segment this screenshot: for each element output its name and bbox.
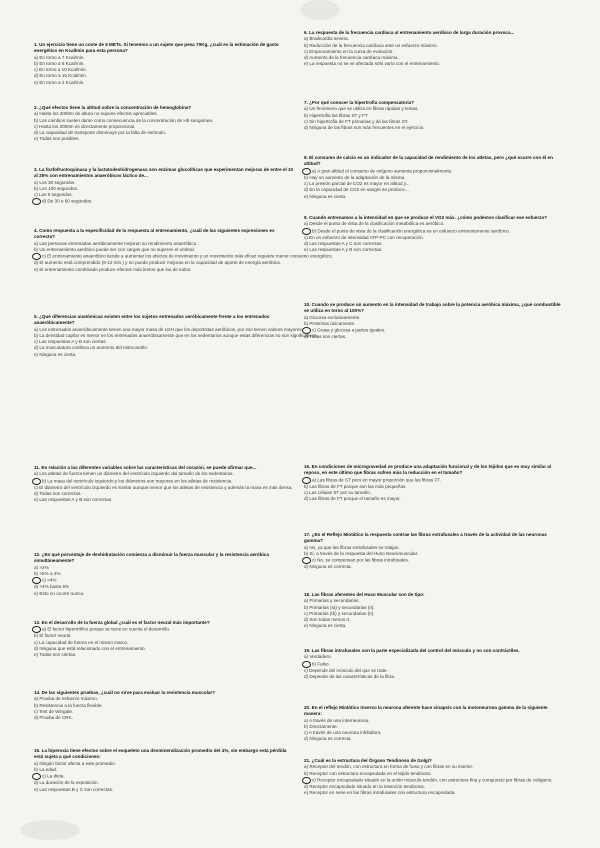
answer-option[interactable]: d) Ninguna es correcta.: [304, 736, 352, 742]
question-title: 11. En relación a las diferentes variables sobre las características del corazón, se puede afirmar que...: [34, 465, 257, 470]
answer-option[interactable]: a) Desde el punto de vista de la clasificación metabólica es aeróbico.: [304, 221, 445, 227]
answer-option[interactable]: c) En torno a 10 Kcal/min.: [34, 67, 87, 73]
answer-option[interactable]: c) Primarias (Ib) y secundarias (II).: [304, 610, 375, 616]
answer-option[interactable]: d) Prueba de CRK.: [34, 715, 73, 721]
question-title: 5. ¿Qué diferencias anatómicas existen entre los sujetos entrenados aeróbicamente frente a los entrenados anaeróbicamente?: [34, 314, 270, 326]
answer-option[interactable]: e) La respuesta no se ve afectada sólo varía con el entrenamiento.: [304, 61, 441, 67]
answer-option[interactable]: b) La edad.: [34, 766, 58, 772]
answer-option[interactable]: d) Aumento de la frecuencia cardíaca máxima.: [304, 55, 399, 61]
answer-option[interactable]: c) Sin hipertrofia de FT primarias y de las fibras ST.: [304, 118, 409, 124]
answer-option[interactable]: b) En torno a 6 Kcal/min.: [34, 60, 85, 66]
question-title: 1. Un ejercicio tiene un coste de 5 METs. Si tenemos a un sujeto que pesa 70Kg, ¿cuál es la estimación de gasto energético en Kcal/min para esta persona?: [34, 42, 279, 54]
question-12: [34, 552, 296, 597]
question-title: 6. La respuesta de la frecuencia cardíaca al entrenamiento aeróbico de larga duración provoca...: [304, 30, 515, 35]
answer-option[interactable]: d) Son todas menos II.: [304, 617, 351, 623]
answer-option[interactable]: c) El diámetro del ventrículo izquierdo es similar aunque menor que los atletas de resistencia y además la masa es más densa.: [34, 484, 293, 490]
answer-option[interactable]: b) Reducción de la frecuencia cardíaca ante un esfuerzo máximo.: [304, 42, 438, 48]
answer-option[interactable]: a) Glucosa exclusivamente.: [304, 314, 361, 320]
question-title: 19. Las fibras intrafusales son la parte especializada del control del músculo y no son contráctiles.: [304, 648, 520, 653]
answer-option[interactable]: c) La presión parcial de CO2 es mayor en altitud y...: [304, 180, 410, 186]
question-1: [34, 42, 296, 86]
answer-option[interactable]: d) En torno a 15 Kcal/min.: [34, 73, 88, 79]
answer-option[interactable]: b) Los cambios suelen darse como consecuencia de la concentración de Hb sanguínea.: [34, 117, 214, 123]
question-title: 9. Cuando entrenamos a la intensidad en que se produce el VO2 máx. ¿cómo podemos clasificar ese esfuerzo?: [304, 215, 548, 220]
question-title: 18. Las fibras aferentes del Huso Muscular son de tipo:: [304, 592, 425, 597]
answer-option[interactable]: d) Ninguna que está relacionado con el entrenamiento.: [34, 645, 146, 651]
question-title: 20. En el reflejo Miotático Inverso la neurona aferente hace sinapsis con la motoneurona gamma de la siguiente manera:: [304, 705, 548, 717]
question-9: [304, 215, 566, 254]
question-title: 3. La fosfofructoquinasa y la lactatodeshidrogenasa son enzimas glucolíticas que experimentan mejoras de entre el 10 al 25% con entrenamientos anaeróbicos láctico de...: [34, 167, 294, 179]
answer-option[interactable]: c) Depende del músculo del que se trate.: [304, 667, 388, 673]
answer-option[interactable]: d) Las respuestas A y C son correctas.: [304, 240, 383, 246]
answer-option-selected[interactable]: a) El factor hipertrófico porque se tiene en cuenta el desarrollo.: [34, 626, 296, 633]
question-15: [34, 748, 296, 793]
question-3: [34, 167, 296, 206]
answer-option[interactable]: d) Ninguna es correcta.: [304, 564, 352, 570]
answer-option-selected[interactable]: c) >4%: [34, 577, 296, 584]
answer-option[interactable]: a) A través de una interneurona.: [304, 717, 370, 723]
answer-option[interactable]: a) Prueba de esfuerzo máximo.: [34, 696, 99, 702]
answer-option[interactable]: e) El entrenamiento combinado produce efectos más lentos que los de todos.: [34, 266, 192, 272]
answer-option-selected[interactable]: d) De 30 a 60 segundos.: [34, 198, 296, 205]
scan-smudge: [20, 820, 80, 840]
answer-option[interactable]: e) En torno a 2 Kcal/min.: [34, 79, 85, 85]
answer-option[interactable]: e) Las respuestas A y B son correctas.: [304, 247, 383, 253]
question-title: 21. ¿Cuál es la estructura del Órgano Tendinoso de Golgi?: [304, 758, 432, 763]
answer-option[interactable]: d) Las fibras de FT porque el tamaño es mayor.: [304, 496, 401, 502]
answer-option[interactable]: a) En torno a 7 Kcal/min.: [34, 54, 85, 60]
answer-option[interactable]: d) Todas son correctas.: [34, 490, 82, 496]
question-5: [34, 314, 318, 358]
question-title: 4. Como respuesta a la especificidad de la respuesta al entrenamiento, ¿cuál de las siguientes expresiones es correcta?: [34, 228, 275, 240]
question-20: [304, 705, 566, 743]
answer-option[interactable]: c) Hasta los 3000m es directamente proporcional.: [34, 123, 136, 129]
question-21: [304, 758, 566, 797]
answer-option-selected[interactable]: c) La dieta.: [34, 773, 296, 780]
answer-option[interactable]: b) Receptor con estructura encapsulada en el tejido tendinoso.: [304, 770, 432, 776]
question-6: [304, 30, 566, 68]
answer-option[interactable]: a) Las personas entrenadas aeróbicamente mejoran su rendimiento anaeróbico.: [34, 240, 198, 246]
scan-smudge: [300, 0, 340, 20]
answer-option[interactable]: a) Primarias y secundarias.: [304, 598, 360, 604]
answer-option[interactable]: b) Hay un aumento de la adaptación de la misma.: [304, 174, 406, 180]
answer-option[interactable]: a) Los entrenados anaeróbicamente tienen una mayor masa de LDH que los deportistas aeróbicos, por eso tienen valores mayores.: [34, 326, 303, 332]
answer-option[interactable]: a) Ningún factor afecta a este promedio.: [34, 760, 116, 766]
answer-option[interactable]: a) Verdadero.: [304, 654, 332, 660]
answer-option[interactable]: d) >4% hasta 6%: [34, 584, 70, 590]
answer-option[interactable]: d) Ninguna de las fibras son más frecuentes en el ejercicio.: [304, 125, 425, 131]
question-4: [34, 228, 333, 273]
answer-option[interactable]: c) Las respuestas A y B son ciertas.: [34, 339, 107, 345]
answer-option[interactable]: b) Proteínas únicamente.: [304, 320, 356, 326]
answer-option[interactable]: b) Sí, a través de la respuesta del Huso Neuromuscular.: [304, 550, 419, 556]
question-7: [304, 100, 566, 131]
answer-option-selected[interactable]: c) Receptor encapsulado situado en la unión músculo-tendón, con estructura fina y compuesto por fibras de colágeno.: [304, 777, 566, 784]
question-14: [34, 690, 296, 721]
answer-option[interactable]: e) Todas son posibles.: [34, 136, 80, 142]
answer-option[interactable]: d) Todas son ciertas.: [304, 334, 347, 340]
answer-option[interactable]: a) >2%: [34, 564, 49, 570]
answer-option[interactable]: e) Las respuestas B y C son correctas.: [34, 786, 114, 792]
answer-option-selected[interactable]: b) Desde el punto de vista de la clasificación energética es un esfuerzo eminentemente aeróbico.: [304, 228, 566, 235]
answer-option[interactable]: a) Bradicardia severa.: [304, 36, 349, 42]
question-title: 7. ¿Por qué conocer la hipertrofia compensatoria?: [304, 100, 415, 105]
answer-option[interactable]: c) En un esfuerzo de intensidad ATP-PC con recuperación.: [304, 234, 424, 240]
answer-option[interactable]: b) El factor neural.: [34, 633, 72, 639]
question-18: [304, 592, 566, 630]
question-title: 14. De las siguientes pruebas, ¿cuál no sirve para evaluar la resistencia muscular?: [34, 690, 216, 695]
answer-option[interactable]: b) Las fibras de FT porque son las más pequeñas.: [304, 483, 407, 489]
question-17: [304, 532, 566, 571]
answer-option[interactable]: e) Ninguna es cierta.: [34, 351, 77, 357]
question-title: 13. En el desarrollo de la fuerza global ¿cuál es el factor neural más importante?: [34, 620, 210, 625]
answer-option[interactable]: a) Receptor del tendón, con estructura en forma de huso y con fibras en su interior.: [304, 764, 474, 770]
answer-option-selected[interactable]: c) Grasa y glucosa a partes iguales.: [304, 327, 566, 334]
answer-option[interactable]: a) Un fenómeno que se utiliza en fibras rápidas y lentas.: [304, 106, 419, 112]
answer-option-selected[interactable]: b) La masa del ventrículo izquierdo y los diámetros son mayores en los atletas de resistencia.: [34, 478, 296, 485]
answer-option[interactable]: d) La duración de la exposición.: [34, 780, 99, 786]
answer-option[interactable]: d) Depende de las características de la fibra.: [304, 673, 396, 679]
answer-option[interactable]: d) La capacidad de transporte disminuye por la falta de estímulo.: [34, 130, 167, 136]
question-19: [304, 648, 566, 680]
question-title: 2. ¿Qué efectos tiene la altitud sobre la concentración de hemoglobina?: [34, 105, 192, 110]
question-title: 16. En condiciones de microgravedad se produce una adaptación funcional y de los tejidos que es muy similar al reposo, en este último que fibras sufren más la reducción en el tamaño?: [304, 464, 552, 476]
answer-option[interactable]: d) El aumento está comprendido (8-12 min.) y no puede producir mejoras en la capacidad de aporte de energía aeróbica.: [34, 260, 281, 266]
answer-option[interactable]: d) La musculatura conlleva un aumento del mitocondrio.: [34, 345, 149, 351]
answer-option-selected[interactable]: c) No, se compensan por las fibras intrafusales.: [304, 557, 566, 564]
answer-option[interactable]: d) En la capacidad de CO2 en sangre se produce...: [304, 187, 409, 193]
answer-option[interactable]: b) Primarias (Ia) y secundarias (II).: [304, 604, 375, 610]
answer-option[interactable]: b) La densidad capilar es menor en los entrenados anaeróbicamente que en los sedentarios aunque estas diferencias no son significativas.: [34, 332, 318, 338]
answer-option[interactable]: b) >5% a 4%: [34, 570, 61, 576]
answer-option[interactable]: a) Hasta los 3000m de altura no supone efectos apreciables.: [34, 111, 158, 117]
answer-option[interactable]: c) Las células ST por su tamaño.: [304, 489, 372, 495]
answer-option[interactable]: a) No, ya que las fibras extrafusales se relajan.: [304, 544, 400, 550]
question-2: [34, 105, 296, 143]
answer-option-selected[interactable]: b) Falso.: [304, 661, 566, 668]
answer-option[interactable]: e) Ninguna es cierta.: [304, 623, 347, 629]
answer-option[interactable]: d) Receptor encapsulado situado en la inserción tendinosa.: [304, 783, 425, 789]
question-11: [34, 465, 296, 504]
answer-option[interactable]: e) Todas son ciertas.: [34, 652, 77, 658]
question-10: [304, 302, 566, 341]
answer-option[interactable]: e) Receptor en serie en las fibras intrafusales con estructura encapsulada.: [304, 790, 456, 796]
answer-option[interactable]: a) Los 30 segundos.: [34, 179, 76, 185]
question-title: 10. Cuando se produce un aumento en la intensidad de trabajo sobre la potencia aeróbica máxima, ¿qué combustible se utiliza en torno al 100%?: [304, 302, 561, 314]
answer-option[interactable]: c) A través de una neurona inhibidora.: [304, 730, 382, 736]
question-13: [34, 620, 296, 659]
answer-option[interactable]: e) Ninguna es cierta.: [304, 193, 347, 199]
answer-option[interactable]: c) Empeoramiento en la curva de evolución.: [304, 48, 394, 54]
answer-option[interactable]: b) Hipertrofia las fibras ST y FT.: [304, 112, 369, 118]
answer-option[interactable]: c) La capacidad de fuerza en el mismo marco.: [34, 639, 129, 645]
question-8: [304, 155, 566, 200]
answer-option-selected[interactable]: c) El entrenamiento anaeróbico tiende a aumentar los efectos de movimiento y un movimiento más eficaz requiere menor consumo energético.: [34, 253, 296, 260]
question-16: [304, 464, 566, 503]
question-title: 15. La hiperoxia tiene efectos sobre el esqueleto una desmineralización promedio del 4%, sin embargo esta pérdida está sujeta a qué condiciones:: [34, 748, 287, 760]
answer-option[interactable]: e) Esto no ocurre nunca.: [34, 590, 85, 596]
answer-option[interactable]: c) Test de Wingate.: [34, 708, 74, 714]
answer-option[interactable]: a) Los atletas de fuerza tienen un diámetro del ventrículo izquierdo del tamaño de los sedentarios.: [34, 471, 234, 477]
answer-option[interactable]: b) Los 100 segundos.: [34, 185, 79, 191]
answer-option[interactable]: b) Resistencia a la fuerza flexible.: [34, 702, 103, 708]
answer-option[interactable]: b) Directamente.: [304, 723, 338, 729]
answer-option-selected[interactable]: a) A gran altitud el consumo de oxígeno aumenta proporcionalmente.: [304, 168, 566, 175]
answer-option[interactable]: e) Las respuestas A y B son correctas.: [34, 497, 113, 503]
question-title: 17. ¿En el Reflejo Miotático la respuesta contrae las fibras extrafusales a través de la actividad de las neuronas gamma?: [304, 532, 547, 544]
answer-option[interactable]: b) Un entrenamiento aeróbico puede ser con cargas que no superen el umbral.: [34, 246, 195, 252]
answer-option-selected[interactable]: a) Las fibras de ST pero en mayor proporción que las fibras FT.: [304, 477, 566, 484]
answer-option[interactable]: c) Los 5 segundos.: [34, 192, 73, 198]
question-title: 8. El consumo de calcio es un indicador de la capacidad de rendimiento de los atletas, pero ¿qué ocurre con él en altitud?: [304, 155, 553, 167]
question-title: 12. ¿En qué porcentaje de deshidratación comienza a disminuir la fuerza muscular y la resistencia aeróbica simultáneamente?: [34, 552, 269, 564]
